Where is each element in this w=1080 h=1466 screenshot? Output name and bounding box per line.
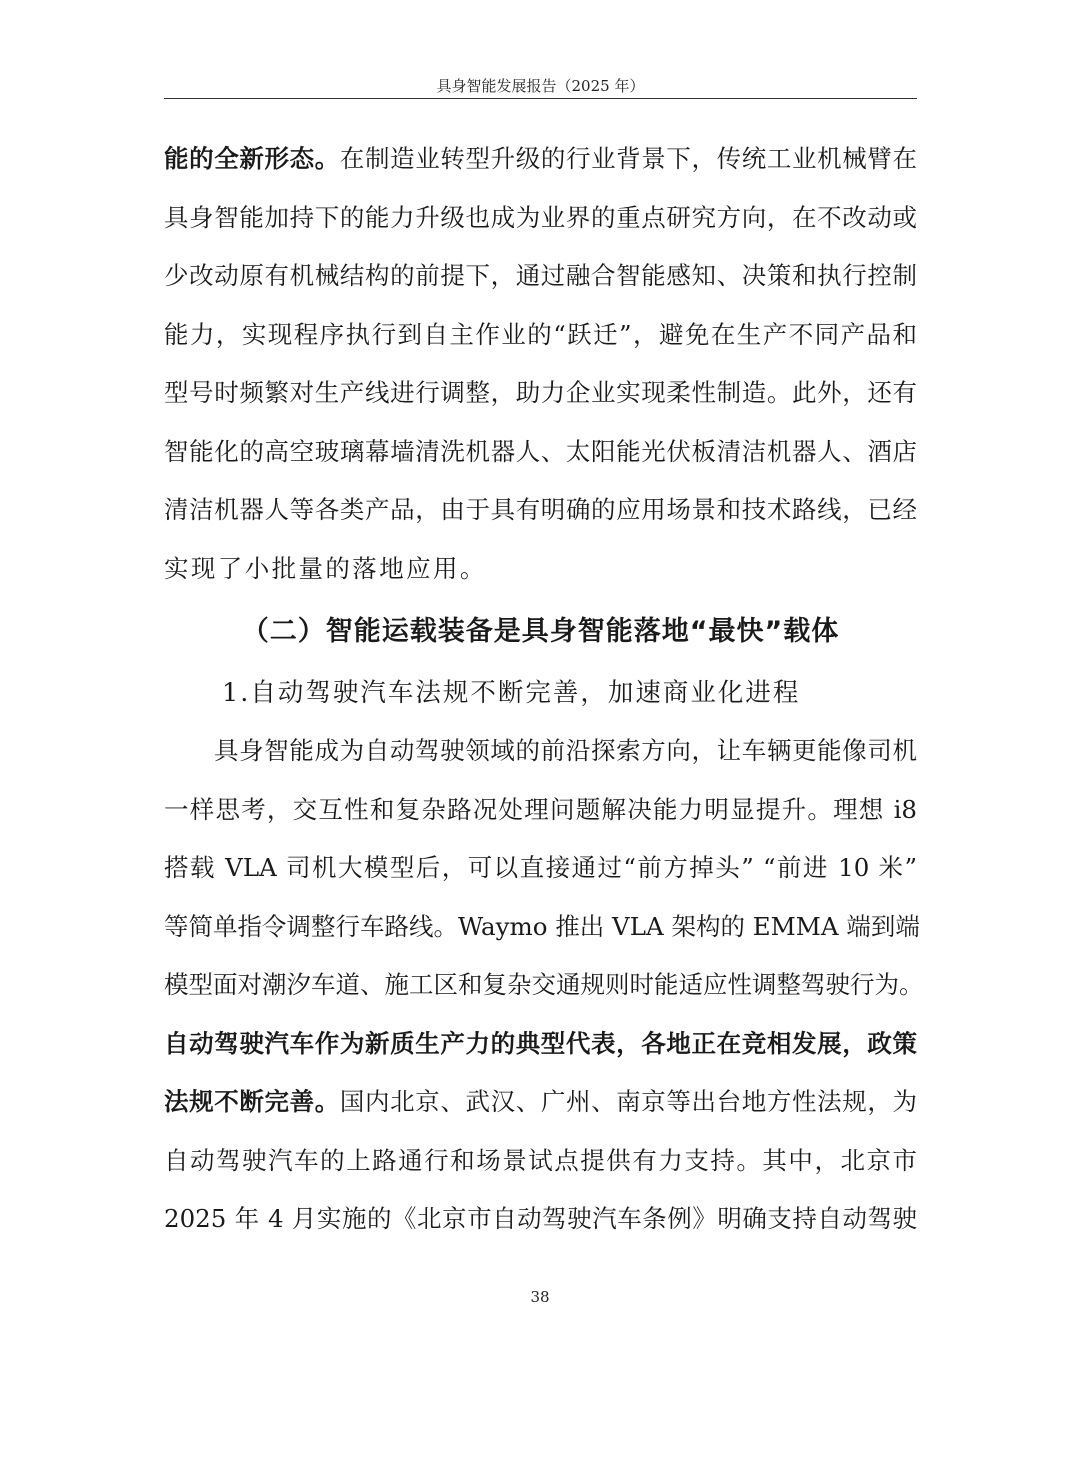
paragraph-line: 2025 年 4 月实施的《北京市自动驾驶汽车条例》明确支持自动驾驶: [164, 1204, 917, 1233]
paragraph-line: 等简单指令调整行车路线。Waymo 推出 VLA 架构的 EMMA 端到端: [164, 911, 920, 941]
section-heading: （二）智能运载装备是具身智能落地“最快”载体: [241, 616, 840, 647]
bold-lead: 能的全新形态。: [164, 144, 340, 173]
paragraph-line: 清洁机器人等各类产品，由于具有明确的应用场景和技术路线，已经: [164, 495, 917, 524]
paragraph-line: 少改动原有机械结构的前提下，通过融合智能感知、决策和执行控制: [164, 261, 917, 290]
paragraph-line: 实现了小批量的落地应用。: [164, 553, 487, 583]
paragraph-line: 型号时频繁对生产线进行调整，助力企业实现柔性制造。此外，还有: [164, 378, 917, 407]
paragraph-line: [164, 130, 917, 189]
text-run: 在制造业转型升级的行业背景下，传统工业机械臂在: [339, 144, 918, 173]
text-run: 国内北京、武汉、广州、南京等出台地方性法规，为: [339, 1087, 918, 1116]
paragraph-line: 具身智能成为自动驾驶领域的前沿探索方向，让车辆更能像司机: [214, 736, 917, 765]
paragraph-line: 智能化的高空玻璃幕墙清洗机器人、太阳能光伏板清洁机器人、酒店: [164, 436, 917, 466]
paragraph-line: [164, 1073, 917, 1132]
paragraph-line: 具身智能加持下的能力升级也成为业界的重点研究方向，在不改动或: [164, 202, 917, 232]
paragraph-line: 搭载 VLA 司机大模型后，可以直接通过“前方掉头” “前进 10 米”: [164, 853, 917, 882]
bold-lead: 法规不断完善。: [164, 1087, 340, 1116]
page-body: [164, 130, 924, 1249]
page-header: 具身智能发展报告（2025 年）: [164, 74, 917, 99]
paragraph-line: 一样思考，交互性和复杂路况处理问题解决能力明显提升。理想 i8: [164, 794, 917, 824]
paragraph-line: 模型面对潮汐车道、施工区和复杂交通规则时能适应性调整驾驶行为。: [164, 970, 924, 999]
paragraph-line: 能力，实现程序执行到自主作业的“跃迁”，避免在生产不同产品和: [164, 319, 917, 349]
paragraph-line: 自动驾驶汽车的上路通行和场景试点提供有力支持。其中，北京市: [164, 1145, 917, 1175]
subsection-heading: 1.自动驾驶汽车法规不断完善，加速商业化进程: [222, 678, 801, 708]
page-number: 38: [530, 1288, 550, 1306]
bold-paragraph-line: 自动驾驶汽车作为新质生产力的典型代表，各地正在竞相发展，政策: [164, 1028, 917, 1058]
